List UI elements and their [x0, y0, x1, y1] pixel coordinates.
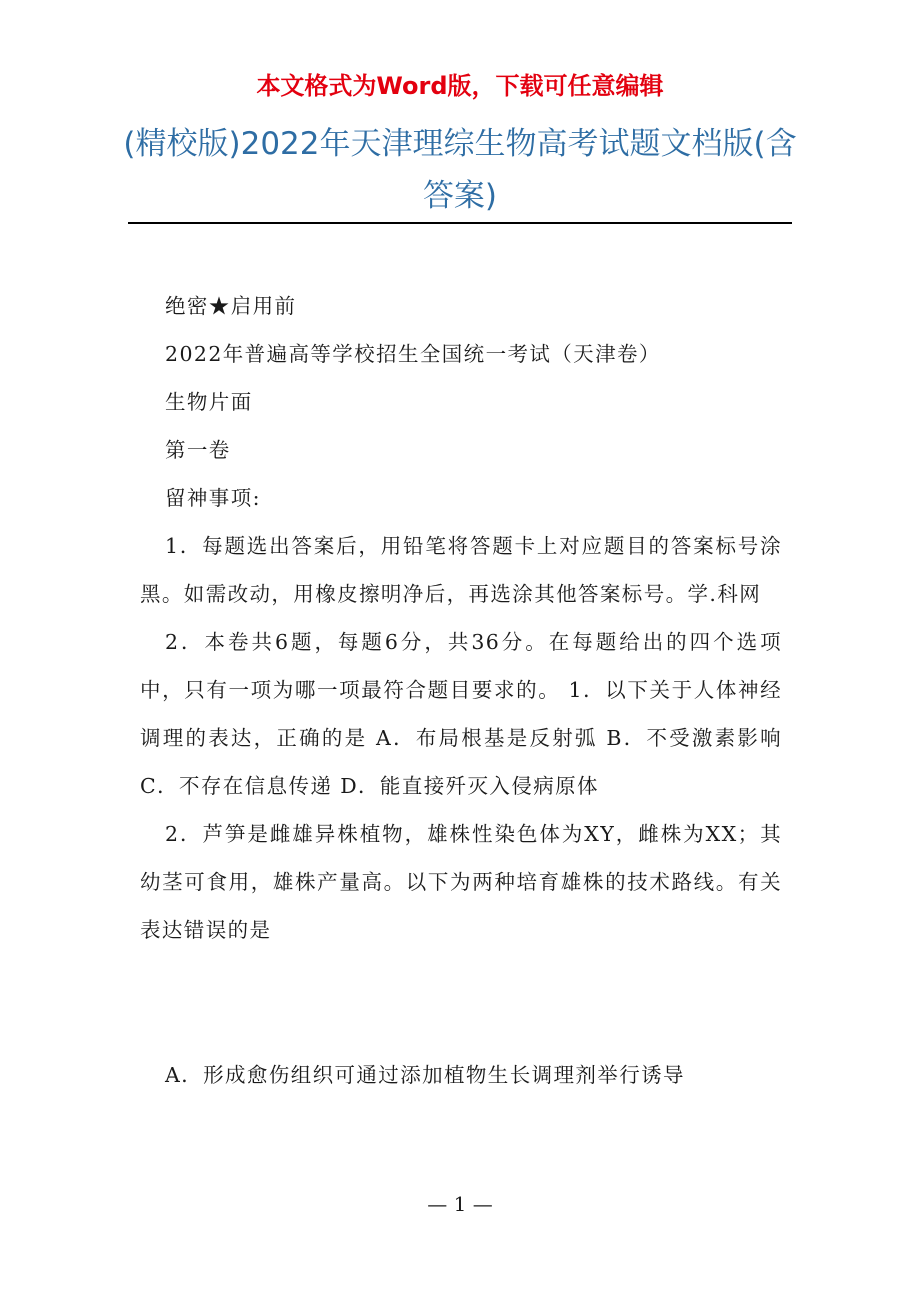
notice-item-1: 1．每题选出答案后，用铅笔将答题卡上对应题目的答案标号涂黑。如需改动，用橡皮擦明净后，再选涂其他答案标号。学.科网	[140, 534, 782, 606]
document-title: (精校版)2022年天津理综生物高考试题文档版(含答案)	[123, 126, 797, 214]
notice-heading: 留神事项:	[165, 486, 261, 510]
download-banner: 本文格式为Word版，下载可任意编辑	[256, 72, 664, 100]
volume-line: 第一卷	[165, 438, 231, 462]
title-divider	[128, 222, 792, 224]
exam-name: 2022年普遍高等学校招生全国统一考试（天津卷）	[165, 342, 661, 366]
question-2: 2．芦笋是雌雄异株植物，雄株性染色体为XY，雌株为XX；其幼茎可食用，雄株产量高。以下为两种培育雄株的技术路线。有关表达错误的是	[140, 822, 782, 942]
question-2-option-a: A．形成愈伤组织可通过添加植物生长调理剂举行诱导	[165, 1063, 685, 1087]
document-body	[140, 282, 782, 1099]
page-number: — 1 —	[427, 1192, 493, 1216]
notice-item-2-question-1: 2．本卷共6题，每题6分，共36分。在每题给出的四个选项中，只有一项为哪一项最符合题目要求的。 1．以下关于人体神经调理的表达，正确的是 A．布局根基是反射弧 B．不受激素影响 C．不存在信息传递 D．能直接歼灭入侵病原体	[140, 630, 782, 798]
confidential-line: 绝密★启用前	[165, 294, 297, 318]
subject-line: 生物片面	[165, 390, 253, 414]
